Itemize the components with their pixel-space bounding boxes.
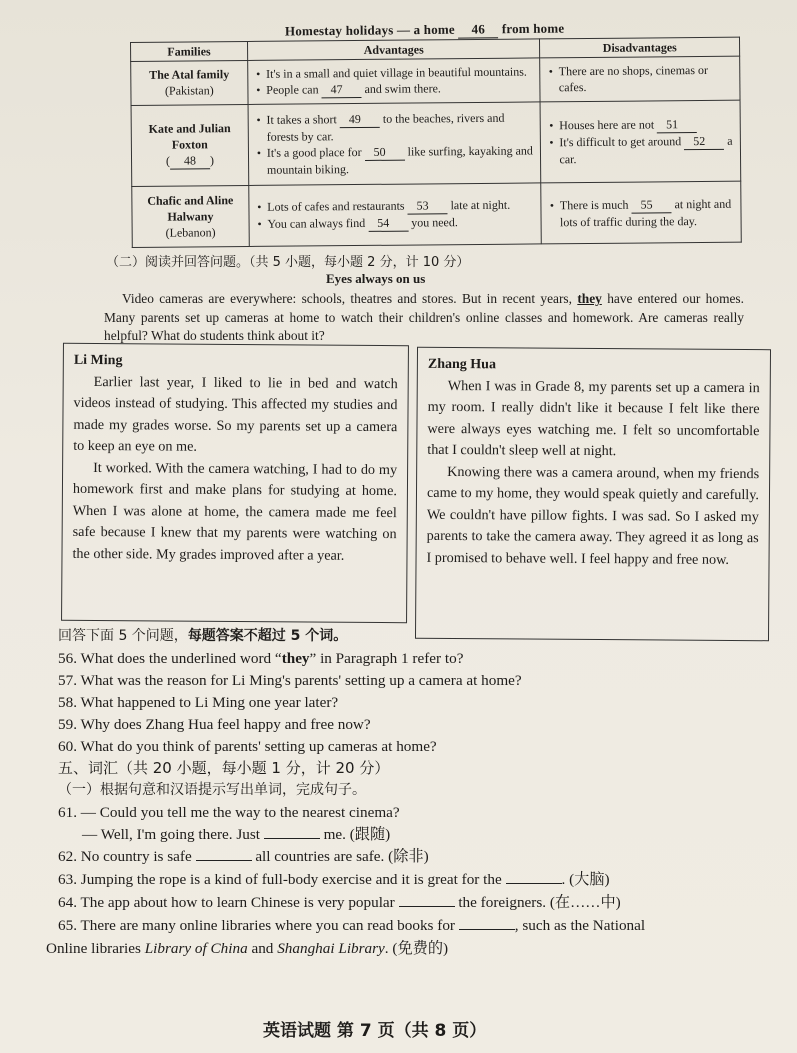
blank-54[interactable]: 54	[368, 215, 408, 232]
question-61-reply: — Well, I'm going there. Just me. (跟随)	[82, 826, 391, 843]
family-cell: Chafic and Aline Halwany (Lebanon)	[132, 186, 249, 248]
li-ming-box	[61, 343, 409, 623]
li-ming-name: Li Ming	[73, 352, 123, 369]
disadvantages-cell: • Houses here are not 51 • It's difficult to get around 52 a car.	[540, 100, 740, 183]
question-63: 63. Jumping the rope is a kind of full-body exercise and it is great for the . (大脑)	[58, 871, 610, 888]
advantages-cell: • Lots of cafes and restaurants 53 late at night. • You can always find 54 you need.	[249, 183, 542, 246]
page-footer: 英语试题 第 7 页（共 8 页）	[263, 1021, 487, 1041]
passage-title: Eyes always on us	[326, 271, 426, 286]
section-5-heading: 五、词汇（共 20 小题，每小题 1 分，计 20 分）	[58, 759, 390, 777]
header-advantages: Advantages	[247, 39, 540, 61]
blank-50[interactable]: 50	[365, 143, 405, 160]
question-64: 64. The app about how to learn Chinese is very popular the foreigners. (在……中)	[58, 894, 621, 911]
family-cell: Kate and Julian Foxton ( 48 )	[131, 104, 249, 187]
question-65-continued: Online libraries Library of China and Shanghai Library. (免费的)	[46, 940, 449, 957]
blank-63[interactable]	[506, 883, 562, 884]
question-59: 59. Why does Zhang Hua feel happy and free now?	[58, 716, 371, 733]
blank-55[interactable]: 55	[631, 196, 671, 213]
question-58: 58. What happened to Li Ming one year later?	[58, 694, 339, 711]
blank-48[interactable]: 48	[170, 153, 210, 170]
li-ming-paragraph-1: Earlier last year, I liked to lie in bed and watch videos instead of studying. This affected my studies and made my grades worse. So my parents set up a camera to keep an eye on me.	[73, 373, 398, 455]
header-families: Families	[131, 41, 248, 61]
table-row	[131, 56, 740, 105]
question-65: 65. There are many online libraries where you can read books for , such as the National	[58, 917, 646, 934]
blank-46[interactable]: 46	[458, 21, 498, 38]
advantages-cell: • It takes a short 49 to the beaches, rivers and forests by car. • It's a good place for 50 like surfing, kayaking and mountain biking.	[248, 102, 541, 186]
blank-65[interactable]	[459, 929, 515, 930]
passage-intro: Video cameras are everywhere: schools, theatres and stores. But in recent years, they have entered our homes. Many parents set up cameras at home to watch their children's online classes and homework. Are cameras really helpful? What do students think about it?	[104, 291, 744, 343]
li-ming-paragraph-2: It worked. With the camera watching, I had to do my homework first and make plans for studying at home. When I was alone at home, the camera made me feel safe because I knew that my parents were watching on the other side. My grades improved after a year.	[72, 459, 398, 564]
blank-64[interactable]	[399, 906, 455, 907]
zhang-hua-name: Zhang Hua	[427, 356, 497, 373]
underlined-they: they	[577, 291, 602, 306]
question-57: 57. What was the reason for Li Ming's parents' setting up a camera at home?	[58, 672, 522, 689]
zhang-hua-box	[415, 347, 771, 641]
table-title: Homestay holidays — a home 46 from home	[284, 20, 565, 39]
blank-47[interactable]: 47	[321, 81, 361, 98]
answer-instructions: 回答下面 5 个问题，每题答案不超过 5 个词。	[58, 628, 348, 644]
zhang-hua-paragraph-1: When I was in Grade 8, my parents set up a camera in my room. I really didn't like it because I felt like there were always eyes watching me. I felt so uncomfortable that I couldn't sleep well at night.	[427, 377, 760, 460]
advantages-cell: • It's in a small and quiet village in beautiful mountains. • People can 47 and swim there.	[247, 58, 540, 104]
section-5-part-1: （一）根据句意和汉语提示写出单词，完成句子。	[58, 782, 366, 798]
blank-53[interactable]: 53	[407, 197, 447, 214]
question-61: 61. — Could you tell me the way to the nearest cinema?	[58, 804, 400, 821]
blank-61[interactable]	[264, 838, 320, 839]
blank-49[interactable]: 49	[340, 111, 380, 128]
question-60: 60. What do you think of parents' setting up cameras at home?	[58, 738, 437, 755]
header-disadvantages: Disadvantages	[540, 37, 740, 58]
table-row	[131, 100, 741, 187]
family-cell: The Atal family (Pakistan)	[131, 60, 248, 105]
blank-62[interactable]	[196, 860, 252, 861]
section-2-heading: （二）阅读并回答问题。（共 5 小题，每小题 2 分，计 10 分）	[106, 255, 470, 270]
question-62: 62. No country is safe all countries are safe. (除非)	[58, 848, 429, 865]
blank-51[interactable]: 51	[657, 116, 697, 133]
zhang-hua-paragraph-2: Knowing there was a camera around, when my friends came to my home, they would speak quietly and carefully. We couldn't have pillow fights. I was sad. So I asked my parents to take the camera away. They agreed it as long as I promised to behave well. I feel happy and free now.	[426, 463, 760, 568]
questions-area	[46, 626, 778, 1016]
disadvantages-cell: • There is much 55 at night and lots of traffic during the day.	[541, 181, 741, 244]
homestay-table	[130, 37, 742, 248]
question-56: 56. What does the underlined word “they” in Paragraph 1 refer to?	[58, 650, 464, 667]
table-row	[132, 181, 742, 247]
disadvantages-cell: • There are no shops, cinemas or cafes.	[540, 56, 740, 101]
blank-52[interactable]: 52	[684, 133, 724, 150]
